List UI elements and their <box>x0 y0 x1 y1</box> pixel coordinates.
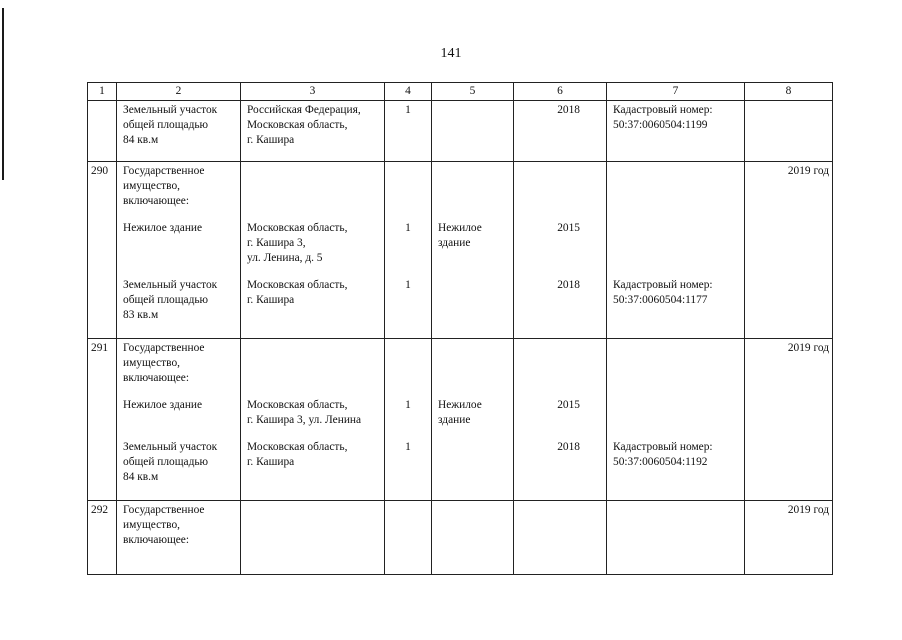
quantity-block <box>385 164 431 209</box>
inclusion-year-cell <box>745 501 833 575</box>
inclusion-year: 2019 год <box>787 165 829 177</box>
object-name-line: Нежилое здание <box>123 399 203 411</box>
purpose-block <box>432 103 513 148</box>
purpose-line: Нежилое <box>438 222 482 234</box>
column-header-5: 5 <box>432 83 514 101</box>
column-header-1: 1 <box>88 83 117 101</box>
purpose-cell <box>432 339 514 501</box>
quantity-cell <box>385 162 432 339</box>
inclusion-year-cell <box>745 101 833 162</box>
note-block <box>607 440 744 485</box>
object-name-line: включающее: <box>123 534 190 546</box>
purpose-block <box>432 503 513 548</box>
quantity-value: 1 <box>405 279 411 291</box>
quantity-block <box>385 221 431 266</box>
year-block <box>514 103 606 148</box>
column-header-6: 6 <box>514 83 607 101</box>
inclusion-year: 2019 год <box>787 342 829 354</box>
purpose-cell <box>432 162 514 339</box>
object-name-line: Государственное <box>123 342 205 354</box>
address-line: г. Кашира <box>247 456 295 468</box>
address-line: Московская область, <box>247 399 348 411</box>
purpose-block <box>432 440 513 485</box>
purpose-block <box>432 398 513 428</box>
object-name-cell <box>117 339 241 501</box>
quantity-cell <box>385 339 432 501</box>
note-line: 50:37:0060504:1177 <box>613 294 708 306</box>
note-cell <box>607 101 745 162</box>
year-block <box>514 221 606 266</box>
object-name-line: 84 кв.м <box>123 471 159 483</box>
address-line: Московская область, <box>247 441 348 453</box>
column-header-2: 2 <box>117 83 241 101</box>
object-name-cell <box>117 101 241 162</box>
address-block <box>241 278 384 323</box>
note-block <box>607 341 744 386</box>
year-cell <box>514 162 607 339</box>
address-cell <box>241 501 385 575</box>
address-line: г. Кашира 3, <box>247 237 306 249</box>
address-block <box>241 440 384 485</box>
object-name-line: 84 кв.м <box>123 134 159 146</box>
year-block <box>514 440 606 485</box>
table-row <box>88 501 833 575</box>
year-value: 2015 <box>557 222 580 234</box>
quantity-value: 1 <box>405 399 411 411</box>
column-header-3: 3 <box>241 83 385 101</box>
address-line: г. Кашира <box>247 134 295 146</box>
object-name-block <box>117 503 240 548</box>
inclusion-year: 2019 год <box>787 504 829 516</box>
quantity-block <box>385 440 431 485</box>
object-name-line: имущество, <box>123 357 180 369</box>
object-name-block <box>117 278 240 323</box>
object-name-block <box>117 398 240 428</box>
quantity-cell <box>385 501 432 575</box>
purpose-cell <box>432 501 514 575</box>
note-block <box>607 503 744 548</box>
object-name-cell <box>117 162 241 339</box>
note-line: Кадастровый номер: <box>613 279 713 291</box>
year-cell <box>514 101 607 162</box>
object-name-line: включающее: <box>123 372 190 384</box>
object-name-block <box>117 341 240 386</box>
object-name-block <box>117 103 240 148</box>
registry-body <box>88 101 833 575</box>
note-cell <box>607 339 745 501</box>
address-cell <box>241 101 385 162</box>
note-block <box>607 221 744 266</box>
note-cell <box>607 501 745 575</box>
address-block <box>241 103 384 148</box>
address-line: г. Кашира <box>247 294 295 306</box>
year-block <box>514 398 606 428</box>
header-row <box>88 83 833 101</box>
year-cell <box>514 501 607 575</box>
year-value: 2018 <box>557 104 580 116</box>
object-name-line: Государственное <box>123 165 205 177</box>
quantity-value: 1 <box>405 222 411 234</box>
row-number: 292 <box>88 501 117 575</box>
quantity-cell <box>385 101 432 162</box>
year-value: 2015 <box>557 399 580 411</box>
note-line: Кадастровый номер: <box>613 104 713 116</box>
object-name-line: Нежилое здание <box>123 222 203 234</box>
purpose-block <box>432 341 513 386</box>
table-row <box>88 101 833 162</box>
year-block <box>514 278 606 323</box>
object-name-line: Земельный участок <box>123 279 218 291</box>
purpose-cell <box>432 101 514 162</box>
address-line: Московская область, <box>247 279 348 291</box>
row-number: 291 <box>88 339 117 501</box>
scan-edge-line <box>2 8 4 180</box>
object-name-line: имущество, <box>123 180 180 192</box>
address-line: Московская область, <box>247 222 348 234</box>
purpose-block <box>432 221 513 266</box>
page-number: 141 <box>440 46 462 61</box>
object-name-block <box>117 164 240 209</box>
quantity-value: 1 <box>405 104 411 116</box>
purpose-block <box>432 278 513 323</box>
address-cell <box>241 162 385 339</box>
note-line: Кадастровый номер: <box>613 441 713 453</box>
column-header-4: 4 <box>385 83 432 101</box>
address-block <box>241 503 384 548</box>
year-value: 2018 <box>557 441 580 453</box>
year-block <box>514 503 606 548</box>
object-name-line: общей площадью <box>123 294 209 306</box>
object-name-line: имущество, <box>123 519 180 531</box>
purpose-line: здание <box>438 414 471 426</box>
address-line: Московская область, <box>247 119 348 131</box>
address-cell <box>241 339 385 501</box>
quantity-block <box>385 341 431 386</box>
quantity-block <box>385 398 431 428</box>
address-line: г. Кашира 3, ул. Ленина <box>247 414 362 426</box>
object-name-block <box>117 221 240 266</box>
column-header-8: 8 <box>745 83 833 101</box>
note-line: 50:37:0060504:1192 <box>613 456 708 468</box>
column-header-7: 7 <box>607 83 745 101</box>
address-block <box>241 221 384 266</box>
note-block <box>607 398 744 428</box>
inclusion-year-cell <box>745 162 833 339</box>
quantity-block <box>385 103 431 148</box>
row-number <box>88 101 117 162</box>
note-block <box>607 278 744 323</box>
purpose-line: Нежилое <box>438 399 482 411</box>
address-line: ул. Ленина, д. 5 <box>247 252 323 264</box>
object-name-line: Земельный участок <box>123 104 218 116</box>
object-name-cell <box>117 501 241 575</box>
note-cell <box>607 162 745 339</box>
table-row <box>88 339 833 501</box>
year-block <box>514 164 606 209</box>
address-block <box>241 341 384 386</box>
address-block <box>241 398 384 428</box>
table-row <box>88 162 833 339</box>
note-line: 50:37:0060504:1199 <box>613 119 708 131</box>
object-name-line: Земельный участок <box>123 441 218 453</box>
purpose-line: здание <box>438 237 471 249</box>
year-block <box>514 341 606 386</box>
object-name-line: 83 кв.м <box>123 309 159 321</box>
purpose-block <box>432 164 513 209</box>
object-name-block <box>117 440 240 485</box>
quantity-block <box>385 278 431 323</box>
registry-table <box>87 82 833 575</box>
address-block <box>241 164 384 209</box>
object-name-line: включающее: <box>123 195 190 207</box>
note-block <box>607 103 744 148</box>
note-block <box>607 164 744 209</box>
object-name-line: общей площадью <box>123 456 209 468</box>
year-cell <box>514 339 607 501</box>
object-name-line: Государственное <box>123 504 205 516</box>
quantity-value: 1 <box>405 441 411 453</box>
inclusion-year-cell <box>745 339 833 501</box>
quantity-block <box>385 503 431 548</box>
object-name-line: общей площадью <box>123 119 209 131</box>
year-value: 2018 <box>557 279 580 291</box>
address-line: Российская Федерация, <box>247 104 361 116</box>
row-number: 290 <box>88 162 117 339</box>
